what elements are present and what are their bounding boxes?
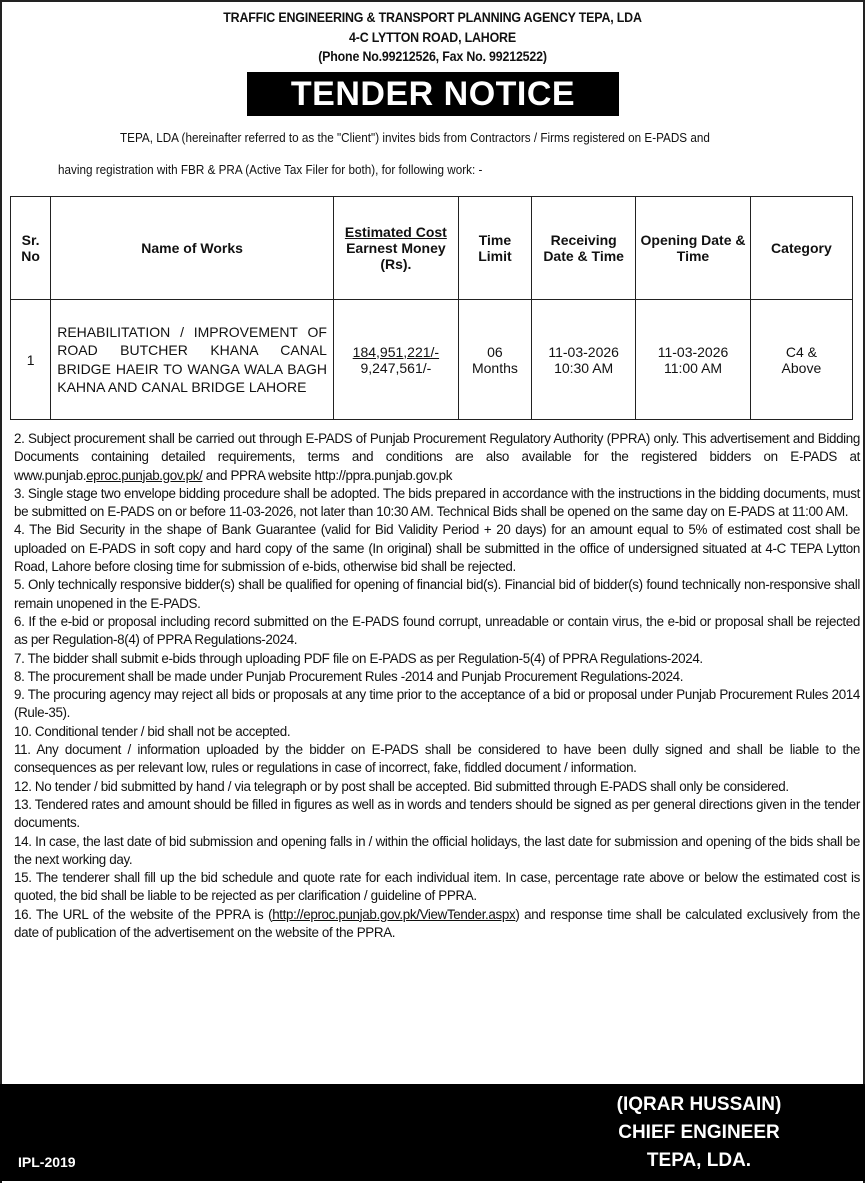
clause-9: 9. The procuring agency may reject all bids or proposals at any time prior to the acceptance of a bid or proposal under Punjab Procurement Rules 2014 (Rule-35). [14,687,860,721]
clause-11: 11. Any document / information uploaded by the bidder on E-PADS shall be considered to have been dully signed and shall be liable to the consequences as per relevant low, rules or regulations in case of incorrect, fake, fiddled document / information. [14,742,860,776]
time-limit-unit: Months [471,359,518,376]
clause-5: 5. Only technically responsive bidder(s) shall be qualified for opening of financial bid(s). Financial bid of bidder(s) found technically non-responsive shall remain unopened in the E-PADS. [14,577,860,611]
clause-3: 3. Single stage two envelope bidding procedure shall be adopted. The bids prepared in accordance with the instructions in the bidding documents, must be submitted on E-PADS on or before 11-03-2026, not later than 10:30 AM. Technical Bids shall be opened on the same day on E-PADS at 11:00 AM. [14,485,860,520]
clause-6: 6. If the e-bid or proposal including record submitted on the E-PADS found corrupt, unreadable or contain virus, the e-bid or proposal shall be rejected as per Regulation-8(4) of PPRA Regulations-2024. [14,613,860,648]
receiving-time: 10:30 AM [554,359,614,376]
cell-time-limit [458,300,531,420]
header-opening: Opening Date & Time [636,197,751,300]
opening-date: 11-03-2026 [657,343,729,360]
agency-contact: (Phone No.99212526, Fax No. 99212522) [318,49,547,64]
header-category: Category [750,197,852,300]
header-earnest-money: Earnest Money (Rs). [346,240,446,272]
ppra-view-tender-link[interactable]: http://eproc.punjab.gov.pk/ViewTender.aspx [272,906,516,922]
cell-cost [333,300,458,420]
table-row [11,300,853,420]
clause-15: 15. The tenderer shall fill up the bid schedule and quote rate for each individual item. In case, percentage rate above or below the estimated cost is quoted, the bid shall be liable to be rejected as per clarification / guideline of PPRA. [14,870,860,904]
cell-estimated-cost: 184,951,221/- [352,343,440,360]
header-cost [333,197,458,300]
intro-line-1: TEPA, LDA (hereinafter referred to as the "Client") invites bids from Contractors / Firms registered on E-PADS and [120,130,710,145]
signatory-title: CHIEF ENGINEER [618,1122,780,1143]
header-sr-no: Sr. No [11,197,51,300]
clause-13: 13. Tendered rates and amount should be filled in figures as well as in words and tenders should be signed as per general directions given in the tender documents. [14,796,860,831]
time-limit-value: 06 [487,343,503,360]
clause-16: 16. The URL of the website of the PPRA is (http://eproc.punjab.gov.pk/ViewTender.aspx) and response time shall be calculated exclusively from the date of publication of the advertisement on the website of the PPRA. [14,906,860,941]
signatory-org: TEPA, LDA. [646,1150,752,1171]
category-line-1: C4 & [785,343,817,360]
header-name-of-works: Name of Works [51,197,334,300]
signatory-name: (IQRAR HUSSAIN) [616,1094,782,1115]
cell-sr: 1 [11,300,51,420]
clause-2: 2. Subject procurement shall be carried out through E-PADS of Punjab Procurement Regulatory Authority (PPRA) only. This advertisement and Bidding Documents containing detailed requirements, terms and conditions are also available for the registered bidders on E-PADS at www.punjab.eproc.punjab.gov.pk/ and PPRA website http://ppra.punjab.gov.pk [14,431,860,483]
clause-10: 10. Conditional tender / bid shall not be accepted. [14,723,291,739]
agency-name: TRAFFIC ENGINEERING & TRANSPORT PLANNING AGENCY TEPA, LDA [223,10,642,25]
clauses-list [14,430,860,942]
table-header-row [11,197,853,300]
works-table [10,196,853,420]
ipl-code: IPL-2019 [18,1154,76,1170]
clause-12: 12. No tender / bid submitted by hand / via telegraph or by post shall be accepted. Bid submitted through E-PADS shall only be considered. [14,778,789,794]
receiving-date: 11-03-2026 [548,343,619,360]
intro-line-2: having registration with FBR & PRA (Active Tax Filer for both), for following work: - [58,162,483,177]
clause-14: 14. In case, the last date of bid submission and opening falls in / within the official holidays, the last date for submission and opening of the bids shall be the next working day. [14,833,860,867]
agency-address: 4-C LYTTON ROAD, LAHORE [349,30,516,45]
category-line-2: Above [781,359,822,376]
cell-name-of-work: REHABILITATION / IMPROVEMENT OF ROAD BUTCHER KHANA CANAL BRIDGE HAEIR TO WANGA WALA BAGH KAHNA AND CANAL BRIDGE LAHORE [51,300,334,420]
clause-8: 8. The procurement shall be made under Punjab Procurement Rules -2014 and Punjab Procurement Regulations-2024. [14,668,684,684]
tender-notice-title: TENDER NOTICE [247,72,619,116]
cell-earnest-money: 9,247,561/- [360,359,432,376]
header-receiving: Receiving Date & Time [532,197,636,300]
clause-4: 4. The Bid Security in the shape of Bank Guarantee (valid for Bid Validity Period + 20 days) for an amount equal to 5% of estimated cost shall be uploaded on E-PADS in soft copy and hard copy of the same (In original) shall be submitted in the office of undersigned situated at 4-C TEPA Lytton Road, Lahore before closing time for submission of e-bids, otherwise bid shall be rejected. [14,522,860,575]
header-estimated-cost: Estimated Cost [344,224,447,240]
cell-category [750,300,852,420]
cell-opening [636,300,751,420]
clause-7: 7. The bidder shall submit e-bids through uploading PDF file on E-PADS as per Regulation-5(4) of PPRA Regulations-2024. [14,650,703,666]
cell-receiving [532,300,636,420]
footer-band [0,1084,865,1181]
header-time-limit: Time Limit [458,197,531,300]
opening-time: 11:00 AM [663,359,723,376]
eproc-link[interactable]: eproc.punjab.gov.pk/ [86,467,203,483]
